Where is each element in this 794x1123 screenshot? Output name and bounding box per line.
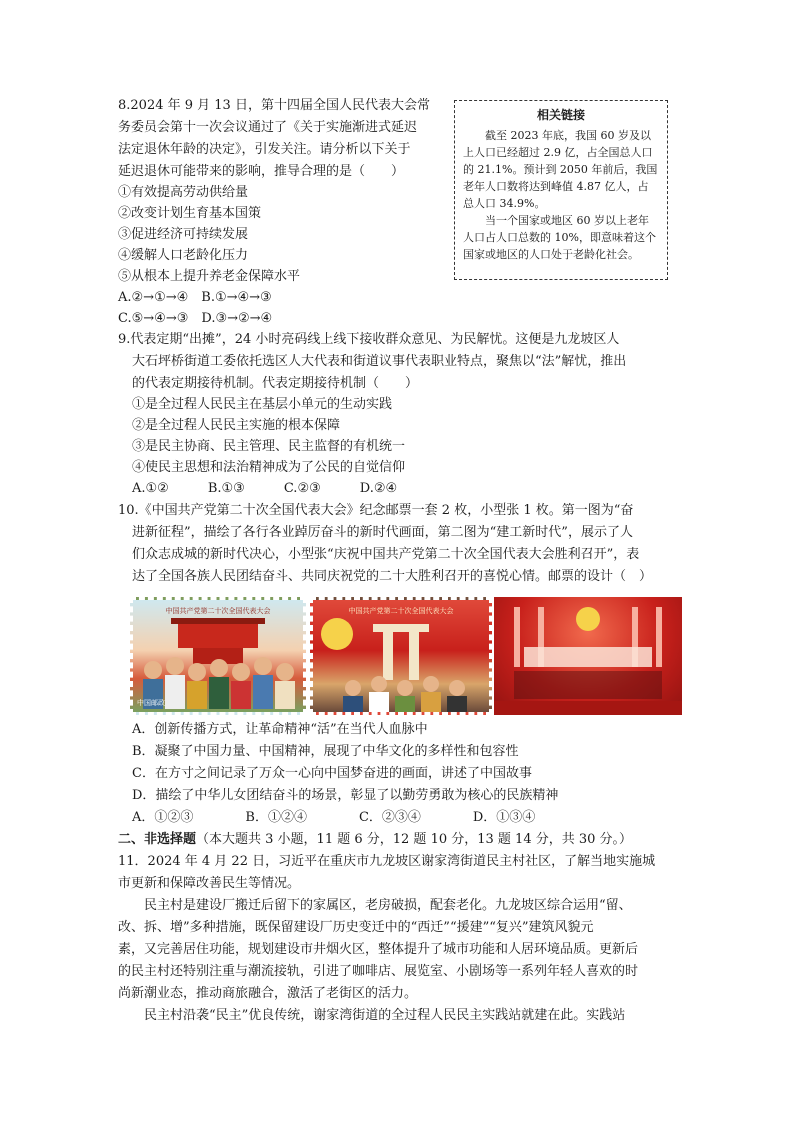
section-2-note: （本大题共 3 小题，11 题 6 分，12 题 10 分，13 题 14 分，共 30 分。） [196, 832, 633, 847]
section-2-title: 二、非选择题 [118, 832, 197, 847]
q8-options-1: A.②→①→④ B.①→④→③ [118, 290, 272, 305]
q11-line-4: 改、拆、增”多种措施，既保留建设厂历史变迁中的“西迁”“援建”“复兴”建筑风貌元 [118, 920, 594, 935]
q9-line-2: 大石坪桥街道工委依托选区人大代表和街道议事代表职业特点，聚焦以“法”解忧，推出 [132, 354, 627, 369]
q8-item-2: ②改变计划生育基本国策 [118, 206, 262, 221]
q10-line-1: 10.《中国共产党第二十次全国代表大会》纪念邮票一套 2 枚，小型张 1 枚。第一图为“奋 [118, 503, 634, 518]
stamp-2-image [310, 597, 492, 715]
q11-line-7: 尚新潮业态，推动商旅融合，激活了老街区的活力。 [118, 986, 418, 1001]
related-link-paragraph-1: 截至 2023 年底，我国 60 岁及以上人口已经超过 2.9 亿，占全国总人口的 21.1%。预计到 2050 年前后，我国老年人口数将达到峰值 4.87 亿人，占总人口 34.9%。 [463, 129, 658, 210]
q9-item-4: ④使民主思想和法治精神成为了公民的自觉信仰 [132, 460, 406, 475]
related-link-box [454, 100, 668, 280]
q9-item-1: ①是全过程人民民主在基层小单元的生动实践 [132, 397, 393, 412]
q8-line-3: 法定退休年龄的决定》，引发关注。请分析以下关于 [118, 142, 411, 157]
q8-line-4: 延迟退休可能带来的影响，推导合理的是（ ） [118, 164, 405, 179]
q10-item-a: A．创新传播方式，让革命精神“活”在当代人血脉中 [132, 722, 428, 737]
q10-line-2: 进新征程”，描绘了各行各业踔厉奋斗的新时代画面，第二图为“建工新时代”，展示了人 [132, 525, 633, 540]
q11-line-3: 民主村是建设厂搬迁后留下的家属区，老房破损，配套老化。九龙坡区综合运用“留、 [118, 898, 632, 913]
stamp-1-corner: 中国邮政 [137, 699, 165, 707]
stamp-1-title: 中国共产党第二十次全国代表大会 [165, 607, 271, 615]
q9-line-1: 9.代表定期“出摊”，24 小时亮码线上线下接收群众意见、为民解忧。这便是九龙坡区人 [118, 332, 620, 347]
q11-line-1: 11．2024 年 4 月 22 日，习近平在重庆市九龙坡区谢家湾街道民主村社区，了解当地实施城 [118, 854, 656, 869]
stamp-2-title: 中国共产党第二十次全国代表大会 [348, 607, 454, 615]
q11-line-8: 民主村沿袭“民主”优良传统，谢家湾街道的全过程人民民主实践站就建在此。实践站 [118, 1008, 626, 1023]
q9-line-3: 的代表定期接待机制。代表定期接待机制（ ） [132, 376, 419, 391]
q10-options: A．①②③ B．①②④ C．②③④ D．①③④ [132, 810, 536, 825]
q10-item-b: B．凝聚了中国力量、中国精神，展现了中华文化的多样性和包容性 [132, 744, 519, 759]
section-2-heading [118, 830, 632, 850]
q8-options-2: C.⑤→④→③ D.③→②→④ [118, 311, 273, 326]
q9-item-3: ③是民主协商、民主管理、民主监督的有机统一 [132, 439, 406, 454]
q8-item-3: ③促进经济可持续发展 [118, 227, 249, 242]
q10-line-3: 们众志成城的新时代决心，小型张“庆祝中国共产党第二十次全国代表大会胜利召开”，表 [132, 547, 640, 562]
q8-item-4: ④缓解人口老龄化压力 [118, 248, 249, 263]
q10-line-4: 达了全国各族人民团结奋斗、共同庆祝党的二十大胜利召开的喜悦心情。邮票的设计（ ） [132, 569, 653, 584]
q9-options: A.①② B.①③ C.②③ D.②④ [132, 481, 398, 496]
q10-item-d: D．描绘了中华儿女团结奋斗的场景，彰显了以勤劳勇敢为核心的民族精神 [132, 788, 559, 803]
q8-item-1: ①有效提高劳动供给量 [118, 185, 249, 200]
q8-item-5: ⑤从根本上提升养老金保障水平 [118, 269, 301, 284]
related-link-title: 相关链接 [536, 108, 585, 122]
q11-line-2: 市更新和保障改善民生等情况。 [118, 876, 301, 891]
q11-line-5: 素，又完善居住功能，规划建设市井烟火区，整体提升了城市功能和人居环境品质。更新后 [118, 942, 639, 957]
stamp-images [130, 597, 682, 715]
q8-line-1: 8.2024 年 9 月 13 日，第十四届全国人民代表大会常 [118, 98, 430, 113]
related-link-paragraph-2: 当一个国家或地区 60 岁以上老年人口占人口总数的 10%，即意味着这个国家或地区的人口处于老龄化社会。 [463, 214, 656, 261]
q8-line-2: 务委员会第十一次会议通过了《关于实施渐进式延迟 [118, 120, 418, 135]
stamp-1-image [130, 597, 306, 715]
stamp-3-image [494, 597, 682, 715]
q10-item-c: C．在方寸之间记录了万众一心向中国梦奋进的画面，讲述了中国故事 [132, 766, 532, 781]
q11-line-6: 的民主村还特别注重与潮流接轨，引进了咖啡店、展览室、小剧场等一系列年轻人喜欢的时 [118, 964, 639, 979]
q9-item-2: ②是全过程人民民主实施的根本保障 [132, 418, 341, 433]
